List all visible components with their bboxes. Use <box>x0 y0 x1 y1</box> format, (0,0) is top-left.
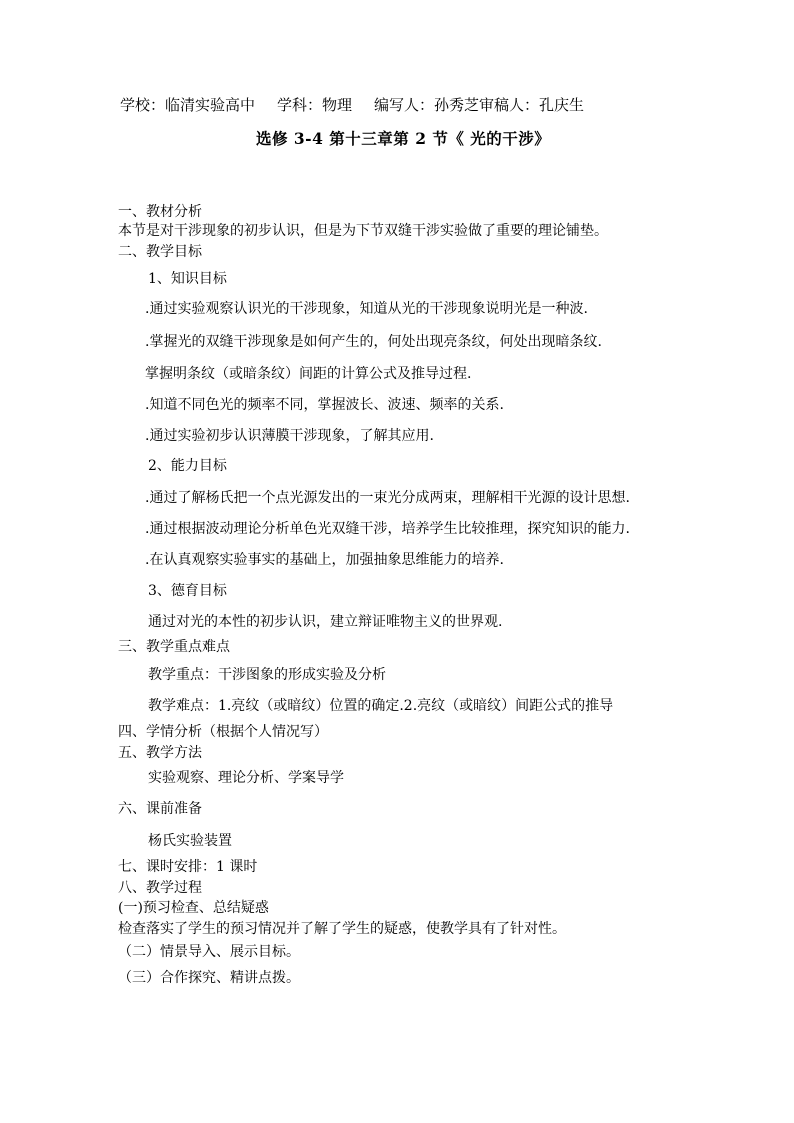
knowledge-item: .通过实验初步认识薄膜干涉现象，了解其应用. <box>145 428 434 444</box>
knowledge-item: 掌握明条纹（或暗条纹）间距的计算公式及推导过程. <box>145 366 472 382</box>
reviewer-label: 审稿人：孔庆生 <box>479 96 585 114</box>
moral-goals-text: 通过对光的本性的初步认识，建立辩证唯物主义的世界观. <box>148 614 503 630</box>
subject-label: 学科：物理 <box>277 96 353 114</box>
preparation-text: 杨氏实验装置 <box>148 833 232 849</box>
process-step-2: （二）情景导入、展示目标。 <box>118 944 300 960</box>
section-1-heading: 一、教材分析 <box>118 204 202 220</box>
teaching-methods-text: 实验观察、理论分析、学案导学 <box>148 770 344 786</box>
section-2-heading: 二、教学目标 <box>118 244 202 260</box>
section-3-heading: 三、教学重点难点 <box>118 639 230 655</box>
process-step-1-text: 检查落实了学生的预习情况并了解了学生的疑惑，使教学具有了针对性。 <box>118 921 566 937</box>
process-step-3: （三）合作探究、精讲点拨。 <box>118 970 300 986</box>
section-4-heading: 四、学情分析（根据个人情况写） <box>118 724 328 740</box>
knowledge-goals-heading: 1、知识目标 <box>148 271 227 287</box>
knowledge-item: .掌握光的双缝干涉现象是如何产生的，何处出现亮条纹，何处出现暗条纹. <box>145 334 602 350</box>
document-title: 选修 3-4 第十三章第 2 节《 光的干涉》 <box>256 129 551 148</box>
difficult-point-text: 教学难点：1.亮纹（或暗纹）位置的确定.2.亮纹（或暗纹）间距公式的推导 <box>148 698 614 714</box>
section-7-heading: 七、课时安排：1 课时 <box>118 859 258 875</box>
school-label: 学校：临清实验高中 <box>120 96 256 114</box>
author-label: 编写人：孙秀芝 <box>374 96 480 114</box>
ability-item: .在认真观察实验事实的基础上，加强抽象思维能力的培养. <box>145 552 504 568</box>
header-meta <box>120 96 584 114</box>
section-1-text: 本节是对干涉现象的初步认识，但是为下节双缝干涉实验做了重要的理论铺垫。 <box>118 223 608 239</box>
key-point-text: 教学重点：干涉图象的形成实验及分析 <box>148 667 386 683</box>
ability-item: .通过了解杨氏把一个点光源发出的一束光分成两束，理解相干光源的设计思想. <box>145 490 630 506</box>
knowledge-item: .通过实验观察认识光的干涉现象，知道从光的干涉现象说明光是一种波. <box>145 301 588 317</box>
section-8-heading: 八、教学过程 <box>118 880 202 896</box>
knowledge-item: .知道不同色光的频率不同，掌握波长、波速、频率的关系. <box>145 397 504 413</box>
ability-goals-heading: 2、能力目标 <box>148 458 227 474</box>
section-6-heading: 六、课前准备 <box>118 801 202 817</box>
ability-item: .通过根据波动理论分析单色光双缝干涉，培养学生比较推理，探究知识的能力. <box>145 521 630 537</box>
process-step-1: (一)预习检查、总结疑惑 <box>118 900 269 916</box>
moral-goals-heading: 3、德育目标 <box>148 583 227 599</box>
section-5-heading: 五、教学方法 <box>118 745 202 761</box>
